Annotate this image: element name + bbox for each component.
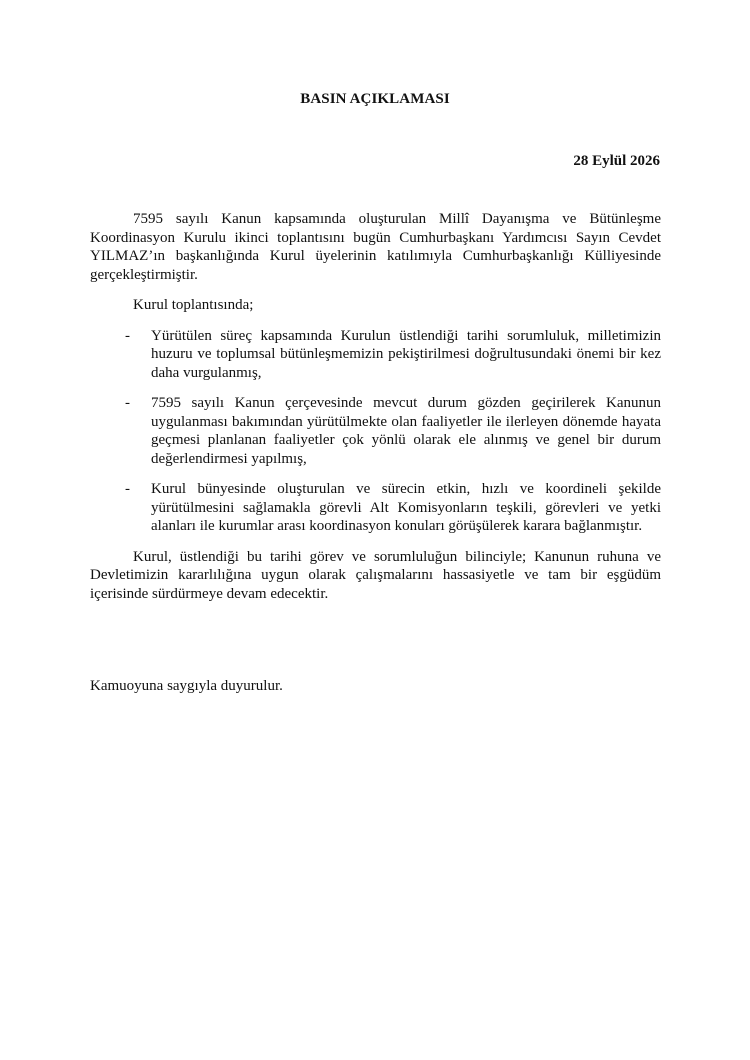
document-body [90, 210, 661, 603]
bullet-text: Yürütülen süreç kapsamında Kurulun üstlendiği tarihi sorumluluk, milletimizin huzuru ve toplumsal bütünleşmemizin pekiştirilmesi doğrultusundaki önemi bir kez daha vurgulanmış, [151, 327, 661, 381]
list-item [90, 327, 661, 383]
lead-paragraph: Kurul toplantısında; [133, 297, 254, 313]
intro-paragraph: 7595 sayılı Kanun kapsamında oluşturulan Millî Dayanışma ve Bütünleşme Koordinasyon Kurulu ikinci toplantısını bugün Cumhurbaşkanı Yardımcısı Sayın Cevdet YILMAZ’ın başkanlığında Kurul üyelerinin katılımıyla Cumhurbaşkanlığı Külliyesinde gerçekleştirmiştir. [90, 211, 661, 283]
closing-paragraph: Kurul, üstlendiği bu tarihi görev ve sorumluluğun bilinciyle; Kanunun ruhuna ve Devletimizin kararlılığına uygun olarak çalışmalarını hassasiyetle ve tam bir eşgüdüm içerisinde sürdürmeye devam edecektir. [90, 548, 661, 602]
signoff-line: Kamuoyuna saygıyla duyurulur. [90, 678, 283, 694]
bullet-dash: - [125, 481, 130, 497]
bullet-text: 7595 sayılı Kanun çerçevesinde mevcut durum gözden geçirilerek Kanunun uygulanması bakımından yürütülmekte olan faaliyetler ile ilerleyen dönemde hayata geçmesi planlanan faaliyetler çok yönlü olarak ele alınmış ve genel bir durum değerlendirmesi yapılmış, [151, 395, 661, 467]
bullet-dash: - [125, 395, 130, 411]
bullet-dash: - [125, 327, 130, 344]
list-item [90, 480, 661, 536]
bullet-text: Kurul bünyesinde oluşturulan ve sürecin etkin, hızlı ve koordineli şekilde yürütülmesini sağlamakla görevli Alt Komisyonların teşkili, görevleri ve yetki alanları ile kurumlar arası koordinasyon konuları görüşülerek karara bağlanmıştır. [151, 481, 661, 534]
document-title: BASIN AÇIKLAMASI [300, 91, 450, 107]
document-date: 28 Eylül 2026 [573, 153, 660, 169]
bullet-list [90, 327, 661, 536]
list-item [90, 394, 661, 468]
